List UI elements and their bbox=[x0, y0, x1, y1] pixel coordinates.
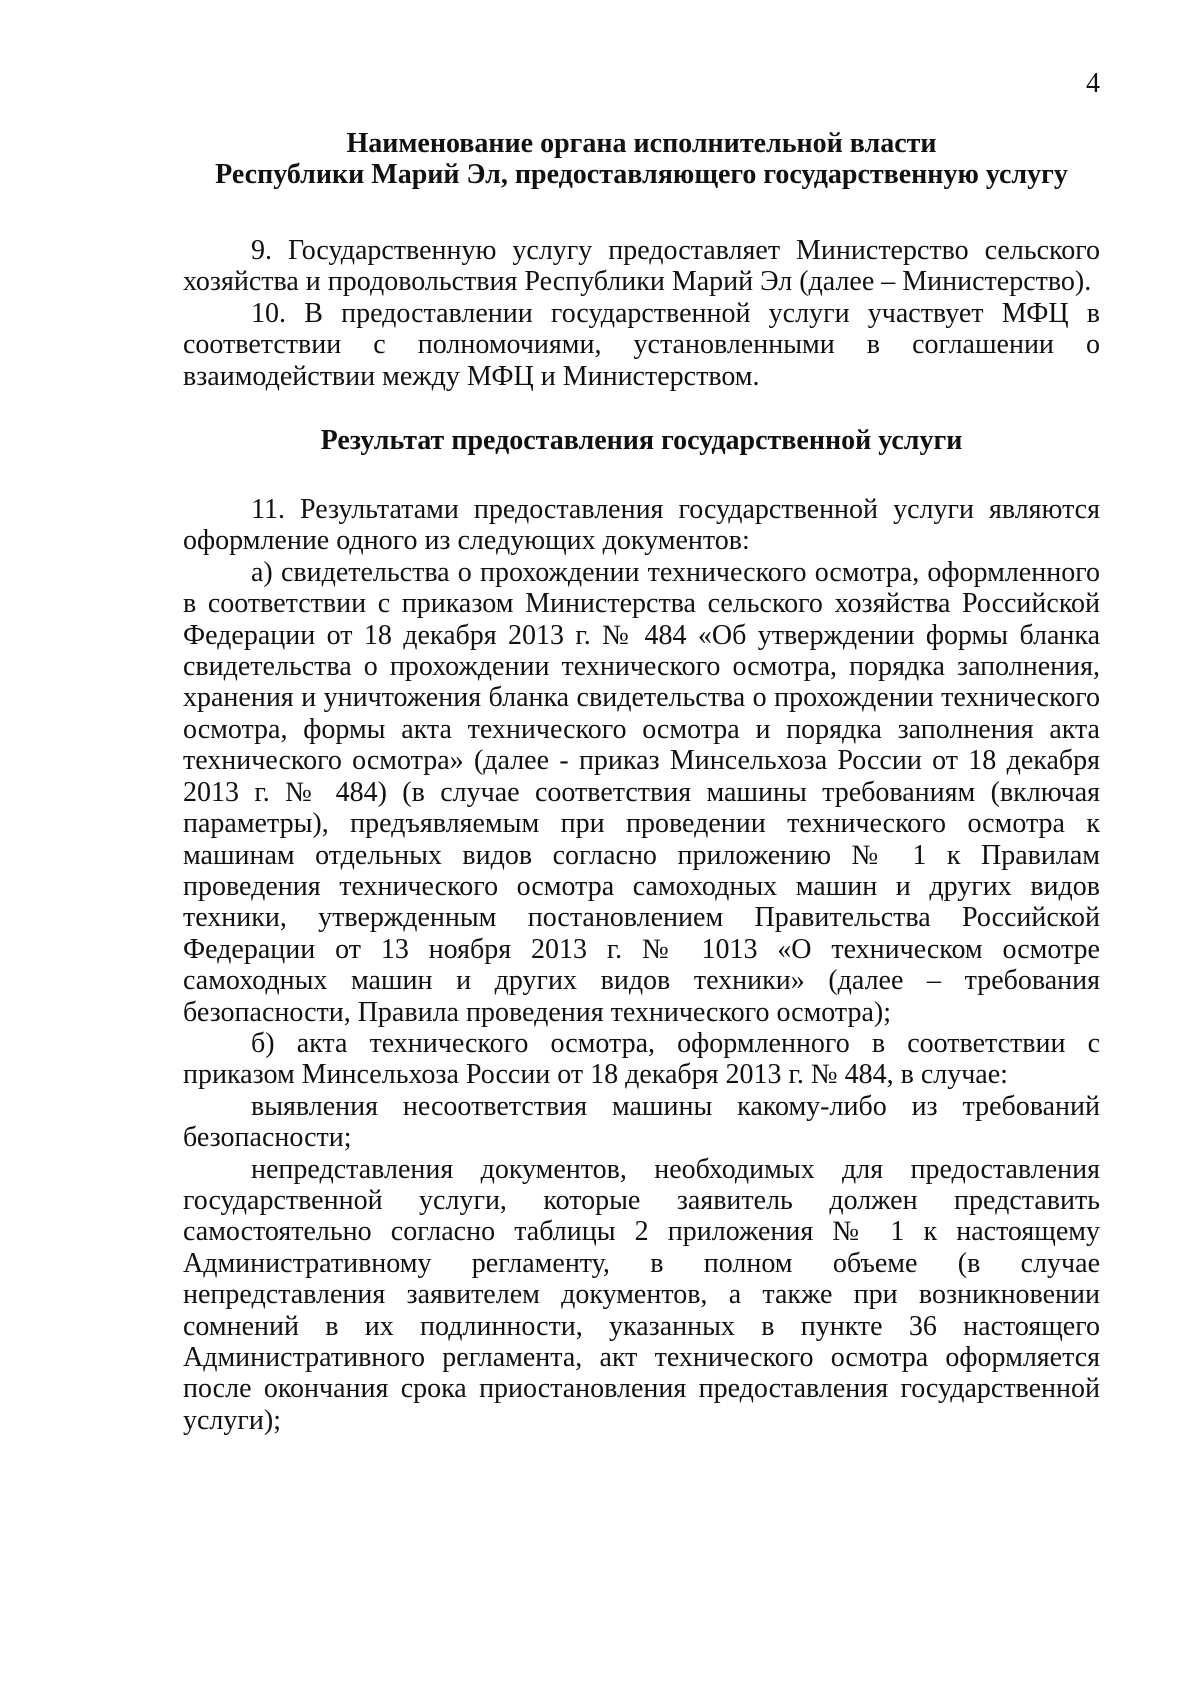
paragraph-11-b-case-1: выявления несоответствия машины какому-либо из требований безопасности; bbox=[183, 1090, 1100, 1154]
page-number: 4 bbox=[1086, 68, 1100, 99]
section-heading-result: Результат предоставления государственной услуги bbox=[320, 425, 963, 457]
paragraph-11-b-case-2: непредставления документов, необходимых для предоставления государственной услуги, которые заявитель должен представить самостоятельно согласно таблицы 2 приложения № 1 к настоящему Административному регламенту, в полном объеме (в случае непредставления заявителем документов, а также при возникновении сомнений в их подлинности, указанных в пункте 36 настоящего Административного регламента, акт технического осмотра оформляется после окончания срока приостановления предоставления государственной услуги); bbox=[183, 1153, 1100, 1436]
paragraph-11: 11. Результатами предоставления государственной услуги являются оформление одного из следующих документов: bbox=[183, 494, 1100, 557]
heading-line: Республики Марий Эл, предоставляющего государственную услугу bbox=[215, 159, 1068, 190]
paragraph-10: 10. В предоставлении государственной услуги участвует МФЦ в соответствии с полномочиями, установленными в соглашении о взаимодействии между МФЦ и Министерством. bbox=[183, 297, 1100, 392]
paragraph-11-b: б) акта технического осмотра, оформленного в соответствии с приказом Минсельхоза России от 18 декабря 2013 г. № 484, в случае: bbox=[183, 1027, 1100, 1091]
section-heading-authority bbox=[183, 128, 1100, 190]
paragraph-9: 9. Государственную услугу предоставляет Министерство сельского хозяйства и продовольствия Республики Марий Эл (далее – Министерство). bbox=[183, 235, 1100, 298]
paragraph-11-a: а) свидетельства о прохождении технического осмотра, оформленного в соответствии с приказом Министерства сельского хозяйства Российской Федерации от 18 декабря 2013 г. № 484 «Об утверждении формы бланка свидетельства о прохождении технического осмотра, порядка заполнения, хранения и уничтожения бланка свидетельства о прохождении технического осмотра, формы акта технического осмотра и порядка заполнения акта технического осмотра» (далее - приказ Минсельхоза России от 18 декабря 2013 г. № 484) (в случае соответствия машины требованиям (включая параметры), предъявляемым при проведении технического осмотра к машинам отдельных видов согласно приложению № 1 к Правилам проведения технического осмотра самоходных машин и других видов техники, утвержденным постановлением Правительства Российской Федерации от 13 ноября 2013 г. № 1013 «О техническом осмотре самоходных машин и других видов техники» (далее – требования безопасности, Правила проведения технического осмотра); bbox=[183, 556, 1100, 1028]
document-body bbox=[183, 128, 1100, 1436]
heading-line: Наименование органа исполнительной власти bbox=[346, 128, 937, 159]
